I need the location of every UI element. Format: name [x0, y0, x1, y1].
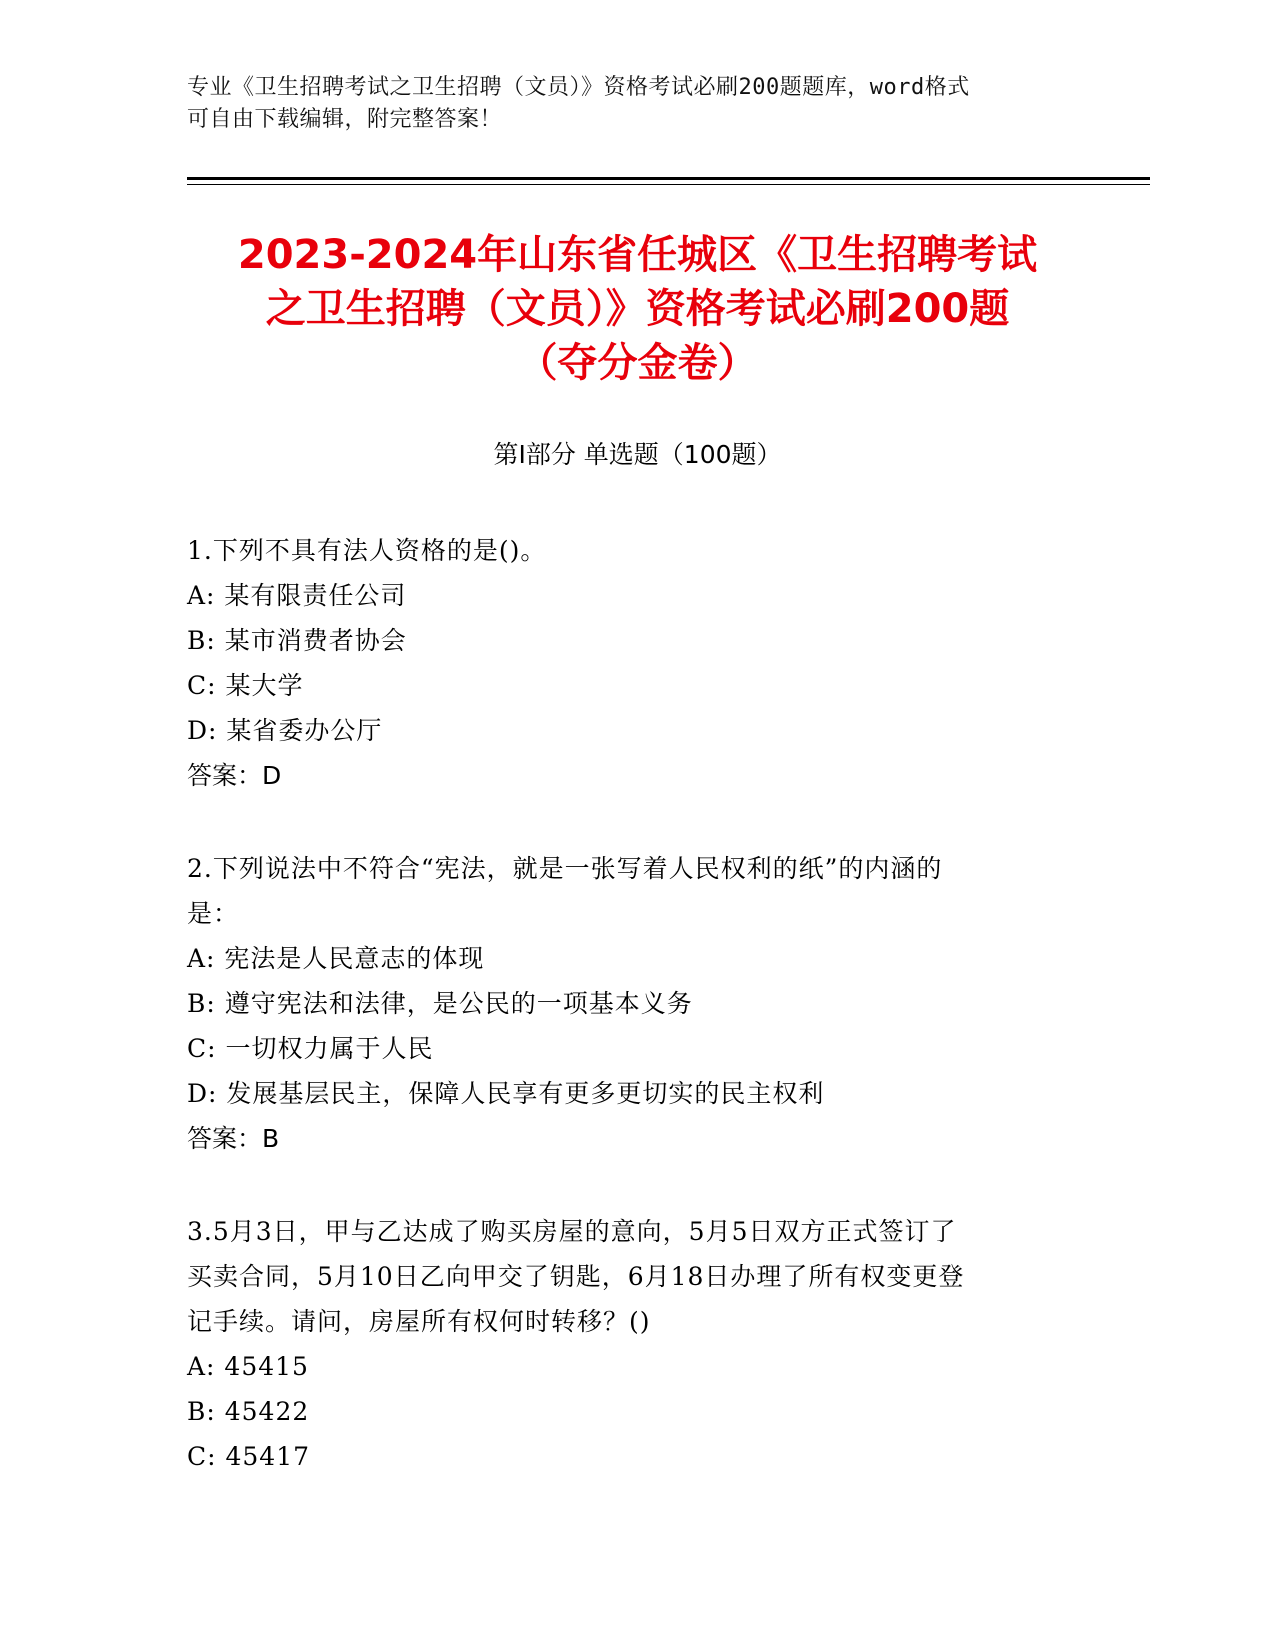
option-b: B: 45422	[187, 1397, 310, 1426]
option-d: D: 发展基层民主，保障人民享有更多更切实的民主权利	[187, 1079, 825, 1108]
stem-line: 2.下列说法中不符合“宪法，就是一张写着人民权利的纸”的内涵的	[187, 854, 943, 883]
header-note-line: 专业《卫生招聘考试之卫生招聘（文员）》资格考试必刷200题题库，word格式	[187, 75, 970, 100]
option-d: D: 某省委办公厅	[187, 716, 383, 745]
stem-line: 1.下列不具有法人资格的是()。	[187, 536, 547, 565]
question-stem	[187, 846, 1087, 936]
option-b: B: 某市消费者协会	[187, 626, 407, 655]
question-list	[187, 528, 1087, 1527]
question-1	[187, 528, 1087, 798]
header-note-line: 可自由下载编辑，附完整答案！	[187, 107, 503, 132]
answer: 答案：D	[187, 761, 282, 790]
option-c: C: 一切权力属于人民	[187, 1034, 434, 1063]
title-line: （夺分金卷）	[517, 340, 758, 386]
option-c: C: 某大学	[187, 671, 304, 700]
section-heading: 第Ⅰ部分 单选题（100题）	[493, 440, 782, 469]
document-title	[130, 228, 1145, 390]
answer: 答案：B	[187, 1124, 280, 1153]
header-rule-thick	[187, 177, 1150, 180]
option-b: B: 遵守宪法和法律，是公民的一项基本义务	[187, 989, 693, 1018]
header-note	[187, 72, 1087, 136]
option-c: C: 45417	[187, 1442, 311, 1471]
stem-line: 3.5月3日，甲与乙达成了购买房屋的意向，5月5日双方正式签订了	[187, 1217, 957, 1246]
option-a: A: 宪法是人民意志的体现	[187, 944, 485, 973]
title-line: 之卫生招聘（文员）》资格考试必刷200题	[265, 286, 1010, 332]
option-a: A: 45415	[187, 1352, 309, 1381]
stem-line: 买卖合同，5月10日乙向甲交了钥匙，6月18日办理了所有权变更登	[187, 1262, 965, 1291]
stem-line: 是：	[187, 899, 240, 928]
question-stem	[187, 528, 1087, 573]
option-a: A: 某有限责任公司	[187, 581, 407, 610]
title-line: 2023-2024年山东省任城区《卫生招聘考试	[237, 232, 1038, 278]
stem-line: 记手续。请问，房屋所有权何时转移？()	[187, 1307, 651, 1336]
header-rule-thin	[187, 184, 1150, 185]
question-3	[187, 1209, 1087, 1479]
question-stem	[187, 1209, 1087, 1344]
question-2	[187, 846, 1087, 1161]
